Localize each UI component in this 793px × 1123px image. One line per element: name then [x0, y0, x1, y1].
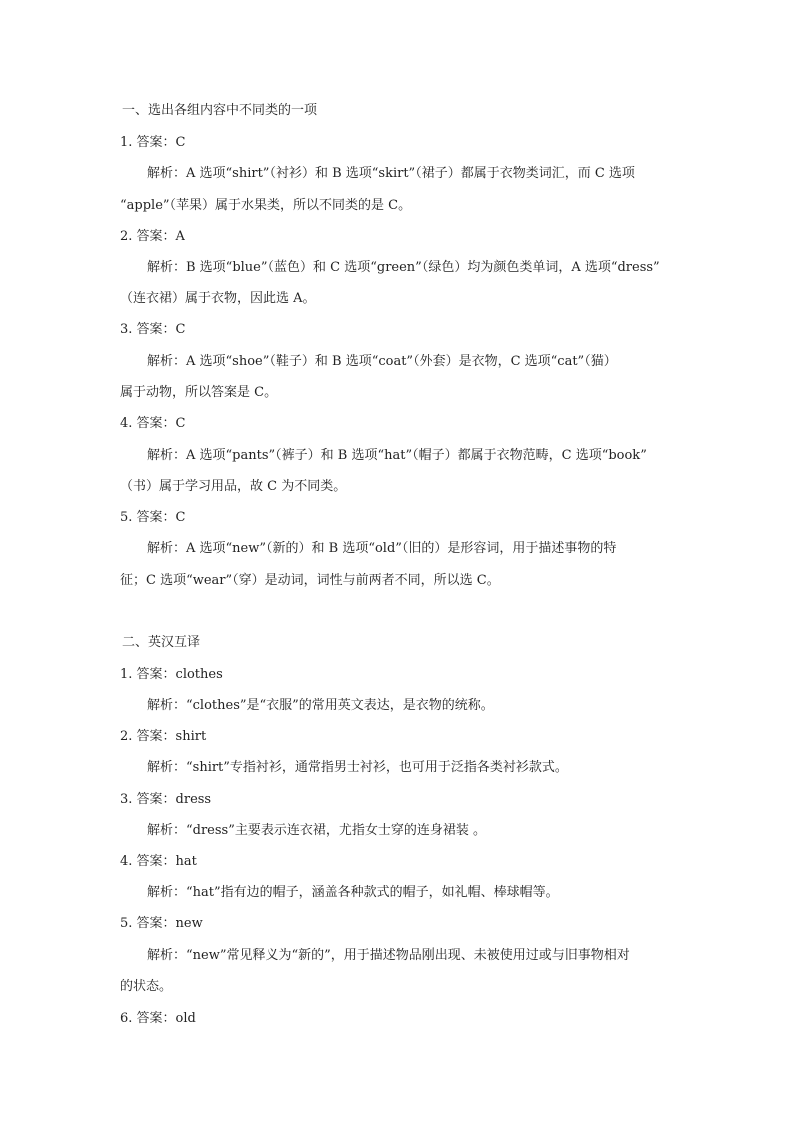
section-2-title: 二、英汉互译: [122, 635, 201, 650]
s1-q1-answer: 1. 答案：C: [120, 135, 186, 150]
s1-q1-explanation-line-2: “apple”（苹果）属于水果类，所以不同类的是 C。: [120, 198, 412, 213]
s1-q4-explanation-line-2: （书）属于学习用品，故 C 为不同类。: [120, 479, 347, 494]
s1-q3-answer: 3. 答案：C: [120, 322, 186, 337]
s1-q2-explanation-line-1: 解析：B 选项“blue”（蓝色）和 C 选项“green”（绿色）均为颜色类单词，A 选项“dress”: [147, 260, 660, 275]
s1-q2-explanation-line-2: （连衣裙）属于衣物，因此选 A。: [120, 291, 316, 306]
s2-q5-explanation-line-1: 解析：“new”常见释义为“新的”，用于描述物品刚出现、未被使用过或与旧事物相对: [147, 948, 630, 963]
s2-q3-explanation-line-1: 解析：“dress”主要表示连衣裙，尤指女士穿的连身裙装 。: [147, 823, 486, 838]
s1-q4-explanation-line-1: 解析：A 选项“pants”（裤子）和 B 选项“hat”（帽子）都属于衣物范畴，C 选项“book”: [147, 448, 647, 463]
s1-q3-explanation-line-2: 属于动物，所以答案是 C。: [120, 385, 278, 400]
s1-q2-answer: 2. 答案：A: [120, 229, 185, 244]
s2-q4-answer: 4. 答案：hat: [120, 854, 197, 869]
s2-q5-explanation-line-2: 的状态。: [120, 979, 173, 994]
s1-q5-answer: 5. 答案：C: [120, 510, 186, 525]
s2-q5-answer: 5. 答案：new: [120, 916, 203, 931]
section-1-title: 一、选出各组内容中不同类的一项: [122, 103, 318, 118]
s2-q1-explanation-line-1: 解析：“clothes”是“衣服”的常用英文表达，是衣物的统称。: [147, 698, 494, 713]
s2-q2-explanation-line-1: 解析：“shirt”专指衬衫，通常指男士衬衫，也可用于泛指各类衬衫款式。: [147, 760, 568, 775]
s1-q5-explanation-line-2: 征；C 选项“wear”（穿）是动词，词性与前两者不同，所以选 C。: [120, 573, 500, 588]
s2-q2-answer: 2. 答案：shirt: [120, 729, 207, 744]
s1-q1-explanation-line-1: 解析：A 选项“shirt”（衬衫）和 B 选项“skirt”（裙子）都属于衣物类词汇，而 C 选项: [147, 166, 635, 181]
s2-q1-answer: 1. 答案：clothes: [120, 667, 223, 682]
s1-q4-answer: 4. 答案：C: [120, 416, 186, 431]
s2-q3-answer: 3. 答案：dress: [120, 792, 212, 807]
s1-q3-explanation-line-1: 解析：A 选项“shoe”（鞋子）和 B 选项“coat”（外套）是衣物，C 选项“cat”（猫）: [147, 354, 617, 369]
s1-q5-explanation-line-1: 解析：A 选项“new”（新的）和 B 选项“old”（旧的）是形容词，用于描述事物的特: [147, 541, 617, 556]
s2-q6-answer: 6. 答案：old: [120, 1011, 196, 1026]
s2-q4-explanation-line-1: 解析：“hat”指有边的帽子，涵盖各种款式的帽子，如礼帽、棒球帽等。: [147, 885, 559, 900]
